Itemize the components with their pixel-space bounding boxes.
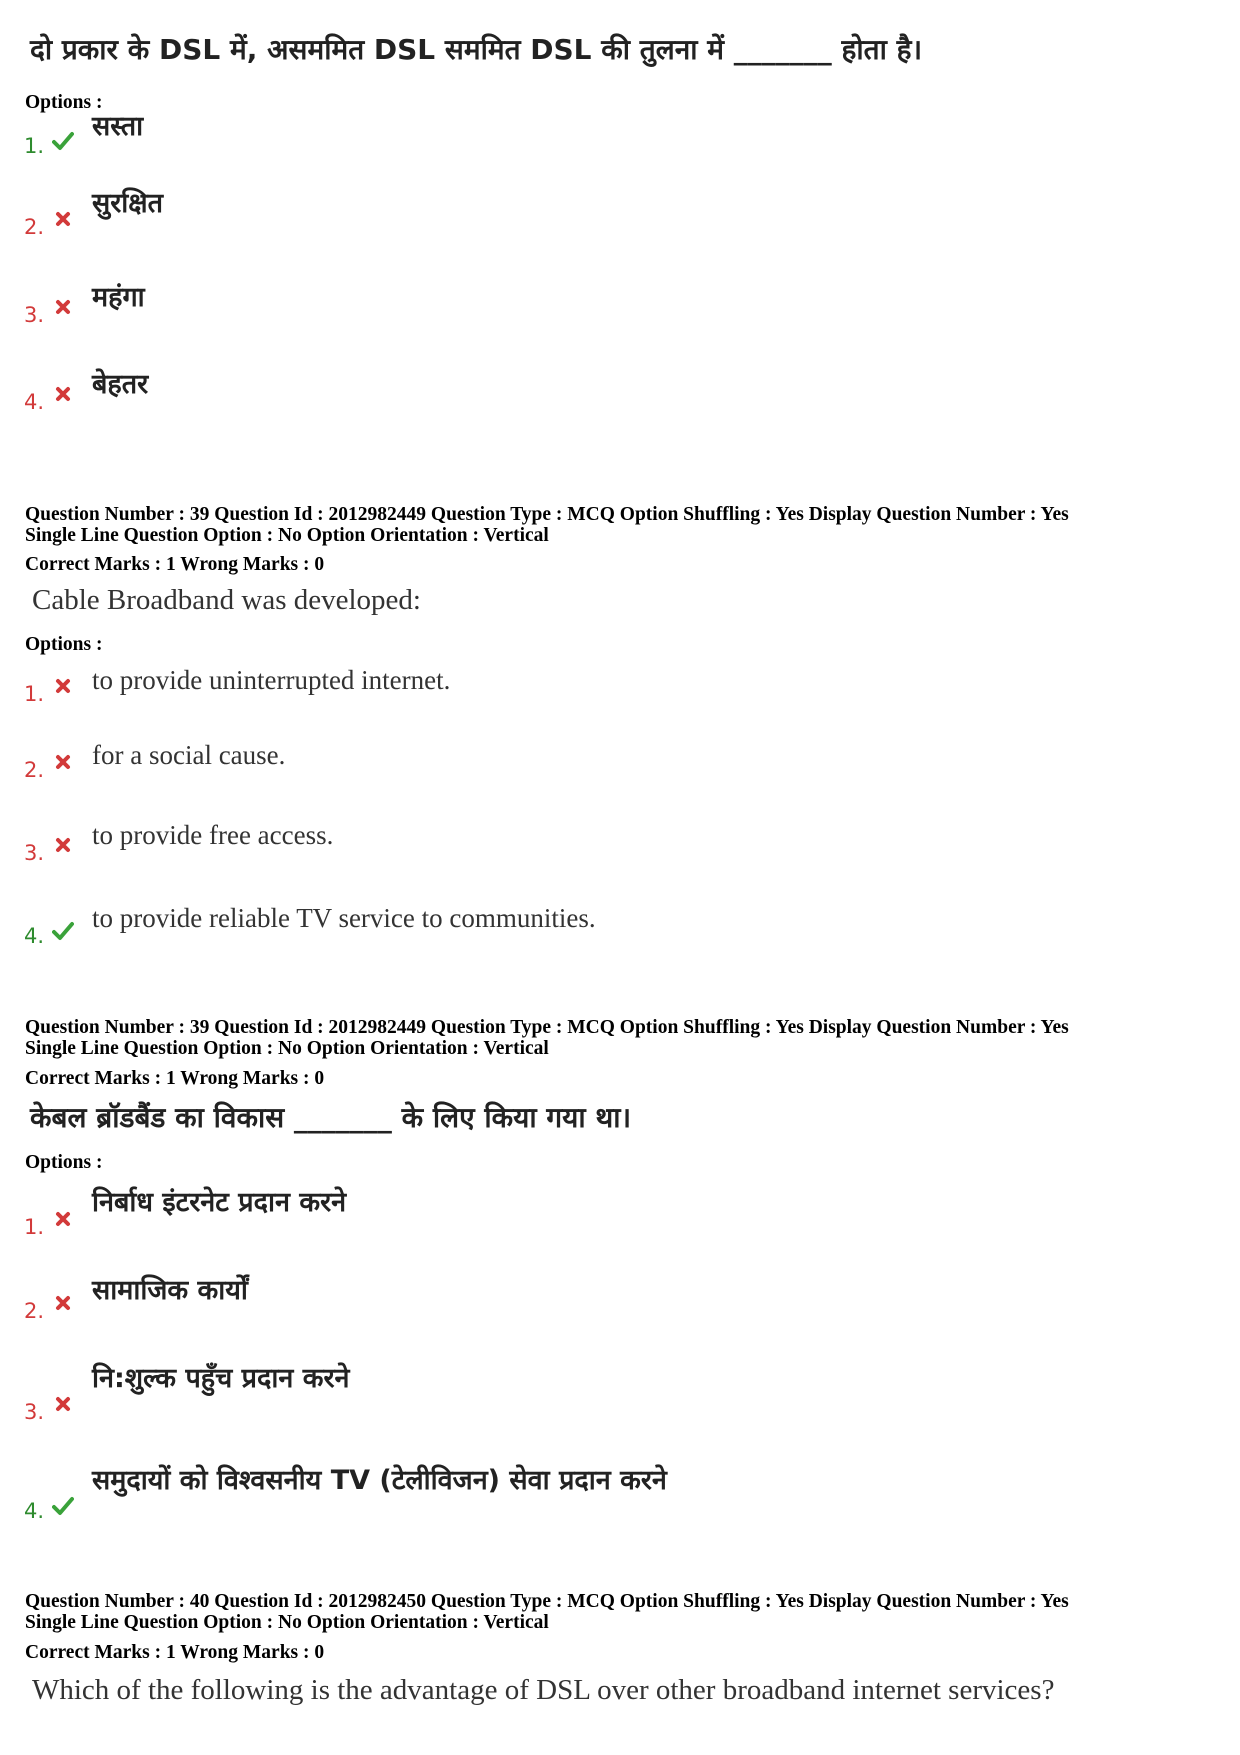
option-text: समुदायों को विश्वसनीय TV (टेलीविजन) सेवा प्रदान करने bbox=[92, 1465, 667, 1496]
option-text: to provide uninterrupted internet. bbox=[92, 665, 451, 695]
option-1 bbox=[24, 1187, 1124, 1253]
option-text: सुरक्षित bbox=[92, 188, 164, 219]
option-text: to provide free access. bbox=[92, 820, 334, 850]
option-3 bbox=[24, 282, 1124, 341]
cross-icon bbox=[55, 837, 71, 853]
option-3 bbox=[24, 820, 1124, 879]
option-number: 1. bbox=[24, 134, 45, 158]
meta-line-2: Single Line Question Option : No Option Orientation : Vertical bbox=[25, 1038, 549, 1059]
option-2 bbox=[24, 740, 1124, 796]
option-number: 4. bbox=[24, 390, 45, 414]
meta-line-2: Single Line Question Option : No Option Orientation : Vertical bbox=[25, 525, 549, 546]
option-1 bbox=[24, 665, 1124, 720]
option-number: 3. bbox=[24, 303, 45, 327]
option-number: 4. bbox=[24, 1499, 45, 1523]
meta-line-1: Question Number : 39 Question Id : 2012982449 Question Type : MCQ Option Shuffling : Yes Display Question Number : Yes bbox=[25, 504, 1069, 525]
question-text: केबल ब्रॉडबैंड का विकास _______ के लिए किया गया था। bbox=[30, 1101, 632, 1134]
meta-line-1: Question Number : 39 Question Id : 2012982449 Question Type : MCQ Option Shuffling : Yes Display Question Number : Yes bbox=[25, 1017, 1069, 1038]
option-number: 4. bbox=[24, 924, 45, 948]
check-icon bbox=[52, 920, 74, 942]
marks-line: Correct Marks : 1 Wrong Marks : 0 bbox=[25, 1068, 325, 1089]
options-label: Options : bbox=[25, 92, 103, 113]
question-text: दो प्रकार के DSL में, असममित DSL सममित DSL की तुलना में _______ होता है। bbox=[30, 33, 923, 66]
option-2 bbox=[24, 1275, 1124, 1337]
option-text: to provide reliable TV service to communities. bbox=[92, 903, 596, 933]
option-2 bbox=[24, 188, 1124, 253]
option-text: निर्बाध इंटरनेट प्रदान करने bbox=[92, 1187, 347, 1218]
option-text: नि:शुल्क पहुँच प्रदान करने bbox=[92, 1363, 350, 1394]
option-1 bbox=[24, 111, 1124, 168]
option-number: 3. bbox=[24, 1400, 45, 1424]
options-label: Options : bbox=[25, 1152, 103, 1173]
question-meta bbox=[25, 1591, 1069, 1633]
question-meta bbox=[25, 504, 1069, 546]
check-icon bbox=[52, 130, 74, 152]
meta-line-1: Question Number : 40 Question Id : 2012982450 Question Type : MCQ Option Shuffling : Yes Display Question Number : Yes bbox=[25, 1591, 1069, 1612]
option-number: 1. bbox=[24, 682, 45, 706]
option-text: बेहतर bbox=[92, 369, 149, 400]
options-label: Options : bbox=[25, 634, 103, 655]
option-number: 1. bbox=[24, 1215, 45, 1239]
option-4 bbox=[24, 1465, 1124, 1537]
option-number: 3. bbox=[24, 841, 45, 865]
cross-icon bbox=[55, 211, 71, 227]
cross-icon bbox=[55, 299, 71, 315]
check-icon bbox=[52, 1495, 74, 1517]
option-text: सामाजिक कार्यों bbox=[92, 1275, 248, 1306]
question-text: Cable Broadband was developed: bbox=[32, 584, 421, 616]
option-text: for a social cause. bbox=[92, 740, 286, 770]
option-text: सस्ता bbox=[92, 111, 144, 142]
option-3 bbox=[24, 1363, 1124, 1438]
cross-icon bbox=[55, 754, 71, 770]
option-text: महंगा bbox=[92, 282, 145, 313]
option-4 bbox=[24, 903, 1124, 962]
meta-line-2: Single Line Question Option : No Option Orientation : Vertical bbox=[25, 1612, 549, 1633]
option-number: 2. bbox=[24, 758, 45, 782]
cross-icon bbox=[55, 678, 71, 694]
cross-icon bbox=[55, 1396, 71, 1412]
cross-icon bbox=[55, 1211, 71, 1227]
question-text: Which of the following is the advantage of DSL over other broadband internet services? bbox=[32, 1674, 1055, 1706]
question-meta bbox=[25, 1017, 1069, 1059]
option-4 bbox=[24, 369, 1124, 428]
marks-line: Correct Marks : 1 Wrong Marks : 0 bbox=[25, 554, 325, 575]
option-number: 2. bbox=[24, 1299, 45, 1323]
option-number: 2. bbox=[24, 215, 45, 239]
cross-icon bbox=[55, 1295, 71, 1311]
marks-line: Correct Marks : 1 Wrong Marks : 0 bbox=[25, 1642, 325, 1663]
cross-icon bbox=[55, 386, 71, 402]
